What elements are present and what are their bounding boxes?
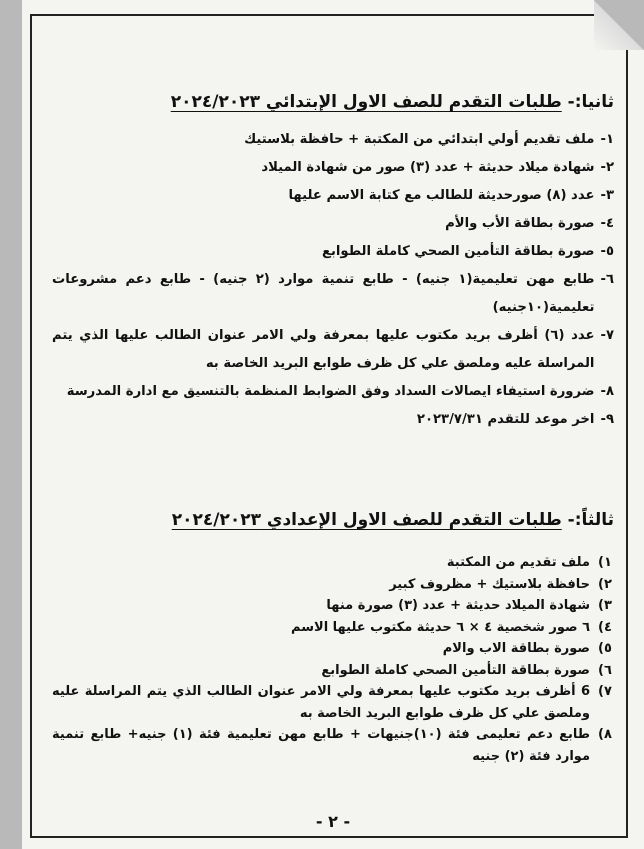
item-number: ٤- xyxy=(600,216,614,231)
item-text: ملف تقديم من المكتبة xyxy=(446,555,590,570)
item-number: ٨) xyxy=(598,727,612,742)
item-text: صورة بطاقة التأمين الصحي كاملة الطوابع xyxy=(321,244,595,259)
document-page xyxy=(22,0,644,849)
item-number: ١) xyxy=(598,555,612,570)
section2-heading xyxy=(52,92,614,112)
item-text: 6 أظرف بريد مكتوب عليها بمعرفة ولي الامر عنوان الطالب الذي يتم المراسلة عليه وملصق علي كل ظرف طوابع البريد الخاصة به xyxy=(52,684,590,721)
list-item xyxy=(52,182,614,210)
item-text: عدد (٨) صورحديثة للطالب مع كتابة الاسم عليها xyxy=(288,188,595,203)
item-number: ٦- xyxy=(600,272,614,287)
item-text: شهادة الميلاد حديثة + عدد (٣) صورة منها xyxy=(326,598,590,613)
list-item xyxy=(52,660,614,682)
page-content xyxy=(52,0,614,849)
item-text: اخر موعد للتقدم ٢٠٢٣/٧/٣١ xyxy=(416,412,595,427)
list-item xyxy=(52,595,614,617)
list-item xyxy=(52,238,614,266)
item-number: ٤) xyxy=(598,619,612,635)
list-item xyxy=(52,126,614,154)
item-number: ٧) xyxy=(598,684,612,699)
item-text: ٦ صور شخصية ٤ × ٦ حديثة مكتوب عليها الاسم xyxy=(291,619,590,635)
item-number: ٢) xyxy=(598,576,612,592)
item-number: ٥) xyxy=(598,641,612,656)
item-text: طابع مهن تعليمية(١ جنيه) - طابع تنمية موارد (٢ جنيه) - طابع دعم مشروعات تعليمية(١٠جنيه) xyxy=(52,272,595,315)
section2-title: طلبات التقدم للصف الاول الإبتدائي ٢٠٢٤/٢٠٢٣ xyxy=(170,92,562,112)
list-item xyxy=(52,266,614,322)
item-number: ١- xyxy=(600,132,614,147)
item-text: ملف تقديم أولي ابتدائي من المكتبة + حافظة بلاستيك xyxy=(244,132,595,147)
list-item xyxy=(52,378,614,406)
list-item xyxy=(52,681,614,724)
list-item xyxy=(52,210,614,238)
item-text: صورة بطاقة الاب والام xyxy=(442,641,590,656)
item-text: طابع دعم تعليمى فئة (١٠)جنيهات + طابع مهن تعليمية فئة (١) جنيه+ طابع تنمية موارد فئة (٢) جنيه xyxy=(52,727,590,764)
item-number: ٣- xyxy=(600,188,614,203)
list-item xyxy=(52,724,614,767)
list-item xyxy=(52,574,614,596)
item-text: ضرورة استيفاء ايصالات السداد وفق الضوابط المنظمة بالتنسيق مع ادارة المدرسة xyxy=(66,384,595,399)
item-number: ٢- xyxy=(600,160,614,175)
item-number: ٣) xyxy=(598,598,612,613)
item-number: ٩- xyxy=(600,412,614,427)
item-number: ٦) xyxy=(598,662,612,678)
item-text: شهادة ميلاد حديثة + عدد (٣) صور من شهادة الميلاد xyxy=(261,160,595,175)
item-text: عدد (٦) أظرف بريد مكتوب عليها بمعرفة ولي الامر عنوان الطالب عليها الذي يتم المراسلة عليه وملصق علي كل ظرف طوابع البريد الخاصة به xyxy=(52,328,595,371)
section3-prefix: ثالثاً:- xyxy=(567,510,614,530)
section3-list xyxy=(52,552,614,767)
section3-heading xyxy=(52,510,614,530)
section2-list xyxy=(52,126,614,434)
section2-prefix: ثانيا:- xyxy=(567,92,614,112)
list-item xyxy=(52,406,614,434)
item-text: حافظة بلاستيك + مظروف كبير xyxy=(389,576,590,592)
list-item xyxy=(52,638,614,660)
item-number: ٨- xyxy=(600,384,614,399)
list-item xyxy=(52,322,614,378)
item-number: ٧- xyxy=(600,328,614,343)
page-number: - ٢ - xyxy=(315,812,351,831)
section3-title: طلبات التقدم للصف الاول الإعدادي ٢٠٢٤/٢٠٢٣ xyxy=(171,510,562,530)
item-text: صورة بطاقة الأب والأم xyxy=(445,216,595,231)
item-number: ٥- xyxy=(600,244,614,259)
list-item xyxy=(52,617,614,639)
list-item xyxy=(52,552,614,574)
item-text: صورة بطاقة التأمين الصحي كاملة الطوابع xyxy=(321,662,590,678)
list-item xyxy=(52,154,614,182)
